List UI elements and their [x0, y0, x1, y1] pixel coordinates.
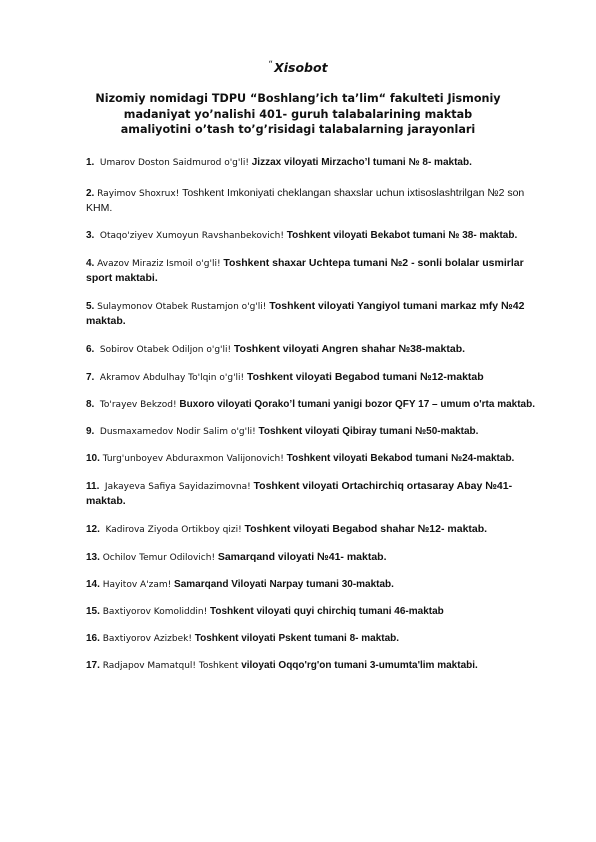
student-name: Avazov Miraziz Ismoil o'g'li!: [97, 259, 221, 269]
school-location: Jizzax viloyati Mirzacho’l tumani № 8- maktab.: [251, 157, 472, 168]
item-number: 12.: [86, 524, 100, 535]
school-location: Toshkent viloyati Bekabot tumani № 38- maktab.: [286, 230, 518, 241]
student-list: [86, 156, 546, 686]
list-item: [86, 479, 546, 509]
list-item: [86, 452, 546, 466]
list-item: [86, 578, 546, 592]
school-location: Toshkent viloyati Ortachirchiq ortasaray Abay №41- maktab.: [86, 480, 513, 507]
school-location: Toshkent viloyati Angren shahar №38-maktab.: [233, 343, 466, 355]
title-text: Xisobot: [274, 60, 328, 75]
student-name: Otaqo'ziyev Xumoyun Ravshanbekovich!: [99, 231, 284, 241]
report-heading: Nizomiy nomidagi TDPU “Boshlang’ich ta’lim“ fakulteti Jismoniy madaniyat yo’nalishi 401- guruh talabalarining maktab amaliyotini o’tash to’g’risidagi talabalarning jarayonlari: [95, 92, 501, 136]
student-name: Sobirov Otabek Odiljon o'g'li!: [99, 345, 232, 355]
item-number: 17.: [86, 660, 100, 671]
student-name: Radjapov Mamatqul! Toshkent: [102, 661, 239, 671]
item-number: 3.: [86, 230, 95, 241]
school-location: Toshkent viloyati Begabod shahar №12- maktab.: [244, 523, 488, 535]
list-item: [86, 342, 546, 357]
list-item: [86, 186, 546, 216]
item-number: 9.: [86, 426, 95, 437]
item-number: 10.: [86, 453, 100, 464]
list-item: [86, 425, 546, 439]
student-name: Turg'unboyev Abduraxmon Valijonovich!: [102, 454, 284, 464]
school-location: Toshkent viloyati Yangiyol tumani markaz mfy №42 maktab.: [86, 300, 525, 327]
student-name: Rayimov Shoxrux!: [97, 189, 180, 199]
list-item: [86, 605, 546, 619]
item-number: 16.: [86, 633, 100, 644]
student-name: Kadirova Ziyoda Ortikboy qizi!: [105, 525, 242, 535]
student-name: Baxtiyorov Azizbek!: [102, 634, 192, 644]
list-item: [86, 398, 546, 412]
item-number: 14.: [86, 579, 100, 590]
item-number: 11.: [86, 481, 100, 492]
student-name: Baxtiyorov Komoliddin!: [102, 607, 208, 617]
student-name: Akramov Abdulhay To'lqin o'g'li!: [99, 373, 245, 383]
student-name: Hayitov A'zam!: [102, 580, 172, 590]
school-location: Samarqand Viloyati Narpay tumani 30-maktab.: [174, 579, 394, 590]
school-location: Toshkent viloyati quyi chirchiq tumani 46-maktab: [210, 606, 444, 617]
list-item: [86, 659, 546, 673]
student-name: Ochilov Temur Odilovich!: [102, 553, 216, 563]
item-number: 8.: [86, 399, 95, 410]
school-location: Samarqand viloyati №41- maktab.: [217, 551, 387, 563]
item-number: 2.: [86, 188, 95, 199]
item-number: 4.: [86, 258, 95, 269]
item-number: 15.: [86, 606, 100, 617]
student-name: Dusmaxamedov Nodir Salim o'g'li!: [99, 427, 256, 437]
school-location: Toshkent viloyati Bekabod tumani №24-maktab.: [286, 453, 515, 464]
school-location: Toshkent viloyati Pskent tumani 8- maktab.: [194, 633, 400, 644]
item-number: 5.: [86, 301, 95, 312]
school-location: Toshkent viloyati Begabod tumani №12-maktab: [246, 371, 484, 383]
school-location: Buxoro viloyati Qorako’l tumani yanigi bozor QFY 17 – umum o'rta maktab.: [179, 399, 535, 410]
list-item: [86, 299, 546, 329]
list-item: [86, 370, 546, 385]
list-item: [86, 256, 546, 286]
school-location: Toshkent viloyati Qibiray tumani №50-maktab.: [258, 426, 479, 437]
title-quote-mark: “: [268, 60, 274, 70]
item-number: 13.: [86, 552, 100, 563]
list-item: [86, 229, 546, 243]
school-location: Toshkent Imkoniyati cheklangan shaxslar uchun ixtisoslashtrilgan №2 son KHM.: [86, 187, 525, 214]
list-item: [86, 522, 546, 537]
student-name: Umarov Doston Saidmurod o'g'li!: [99, 158, 249, 168]
item-number: 7.: [86, 372, 95, 383]
item-number: 6.: [86, 344, 95, 355]
list-item: [86, 156, 546, 170]
student-name: Jakayeva Safiya Sayidazimovna!: [104, 482, 251, 492]
document-title: [0, 60, 596, 75]
item-number: 1.: [86, 157, 95, 168]
student-name: Sulaymonov Otabek Rustamjon o'g'li!: [97, 302, 267, 312]
student-name: To'rayev Bekzod!: [99, 400, 177, 410]
list-item: [86, 632, 546, 646]
list-item: [86, 550, 546, 565]
school-location: viloyati Oqqo'rg'on tumani 3-umumta'lim maktabi.: [241, 660, 478, 671]
school-location: Toshkent shaxar Uchtepa tumani №2 - sonli bolalar usmirlar sport maktabi.: [86, 257, 524, 284]
